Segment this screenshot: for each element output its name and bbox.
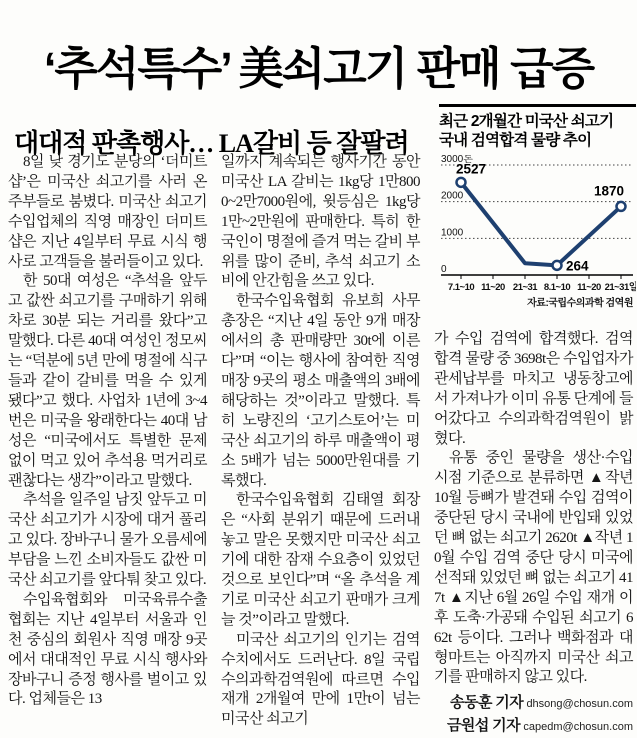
reporter-name: 송동훈 기자 [449,695,524,712]
x-tick-label: 8.1~10 [543,282,571,293]
chart-title-line2: 국내 검역합격 물량 추이 [439,132,592,149]
article-paragraph: 수입육협회와 미국육류수출협회는 지난 4일부터 서울과 인천 중심의 회원사 직영 매장 9곳에서 대대적인 무료 시식 행사와 장바구니 증정 행사를 벌이고 있다. 업체들은 13 [8,591,207,708]
data-point-marker [457,178,466,187]
article-paragraph: 유통 중인 물량을 생산·수입 시점 기준으로 분류하면 ▲작년 10월 등뼈가 발견돼 수입 검역이 중단된 당시 국내에 반입돼 있었던 뼈 없는 쇠고기 2620t ▲작년 10월 수입 검역 중단 당시 미국에 선적돼 있었던 뼈 없는 쇠고기 417t ▲지난 6월 26일 수입 재개 이후 도축·가공돼 수입된 쇠고기 662t 등이다. 그러나 백화점과 대형마트는 아직까지 미국산 쇠고기를 판매하지 않고 있다. [434,450,633,686]
article-paragraph: 8일 낮 경기도 분당의 ‘더미트샵’은 미국산 쇠고기를 사러 온 주부들로 붐볐다. 미국산 쇠고기 수입업체의 직영 매장인 더미트샵은 지난 4일부터 무료 시식 행사로 고객들을 불러들이고 있다. [8,154,207,270]
headline: ‘추석특수’ 美쇠고기 판매 급증 [43,43,594,95]
y-axis-label: 1000 [441,227,464,239]
bylines [434,692,633,738]
quarantine-chart-panel [439,104,636,316]
byline [434,692,633,715]
article-paragraph: 추석을 일주일 남짓 앞두고 미국산 쇠고기가 시장에 대거 풀리고 있다. 장바구니 물가 오름세에 부담을 느낀 소비자들도 값싼 미국산 쇠고기를 앞다퉈 찾고 있다. [8,492,207,589]
article-column-3 [434,330,633,738]
data-point-label: 2527 [455,161,487,177]
article-paragraph: 한국수입육협회 유보희 사무총장은 “지난 4일 동안 9개 매장에서의 총 판매량만 30t에 이른다”며 “이는 행사에 참여한 직영 매장 9곳의 평소 매출액의 3배에 해당하는 것”이라고 말했다. 특히 노량진의 ‘고기스토어’는 미국산 쇠고기의 하루 매출액이 평소 5배가 넘는 5000만원대를 기록했다. [221,293,420,489]
article-column-2 [221,153,420,730]
reporter-email: dhsong@chosun.com [526,698,633,711]
x-tick-label: 21~31일 [604,282,636,293]
byline [434,715,633,738]
article-column-1 [8,153,207,710]
y-axis-label: 0 [441,264,447,275]
reporter-email: capedm@chosun.com [523,721,633,734]
quarantine-chart-svg [439,155,636,311]
article-paragraph: 미국산 쇠고기의 인기는 검역 수치에서도 드러난다. 8일 국립수의과학검역원에 따르면 수입 재개 2개월여 만에 1만t이 넘는 미국산 쇠고기 [221,631,420,728]
subheadline: 대대적 판촉행사… LA갈비 등 잘팔려 [14,128,409,158]
article-paragraph: 한국수입육협회 김태열 회장은 “사회 분위기 때문에 드러내놓고 말은 못했지만 미국산 쇠고기에 대한 잠재 수요층이 있었던 것으로 보인다”며 “올 추석을 계기로 미국산 쇠고기 판매가 크게 늘 것”이라고 말했다. [221,492,420,628]
data-point-marker [553,261,562,270]
reporter-name: 금원섭 기자 [446,718,521,735]
x-tick-label: 21~31 [512,282,538,293]
y-axis-label: 2000 [441,190,464,202]
x-tick-label: 11~20 [481,282,505,293]
article-paragraph: 일까지 계속되는 행사기간 동안 미국산 LA 갈비는 1kg당 1만8000~2만7000원에, 윗등심은 1kg당 1만~2만원에 판매한다. 특히 한국인이 명절에 즐겨 먹는 갈비 부위를 많이 준비, 추석 쇠고기 소비에 안간힘을 쓰고 있다. [221,154,420,290]
x-tick-label: 11~20 [577,282,601,293]
y-axis-label: 3000톤 [441,155,473,165]
article-paragraph: 가 수입 검역에 합격했다. 검역 합격 물량 중 3698t은 수입업자가 관세납부를 마치고 냉동창고에서 가져나가 이미 유통 단계에 들어갔다고 수의과학검역원이 밝혔다. [434,331,633,447]
data-point-marker [617,202,626,211]
data-point-label: 264 [566,258,589,274]
article-paragraph: 한 50대 여성은 “추석을 앞두고 값싼 쇠고기를 구매하기 위해 차로 30분 되는 거리를 왔다”고 말했다. 다른 40대 여성인 정모씨는 “덕분에 5년 만에 명절에 식구들과 같이 갈비를 먹을 수 있게 됐다”고 했다. 사업차 1년에 3~4번은 미국을 왕래한다는 40대 남성은 “미국에서도 특별한 문제 없이 먹고 있어 추석용 먹거리로 괜찮다는 생각”이라고 말했다. [8,273,207,489]
chart-title-line1: 최근 2개월간 미국산 쇠고기 [439,113,614,130]
chart-title [439,112,636,150]
chart-source: 자료:국립수의과학 검역원 [527,298,633,309]
chart-area [439,155,636,316]
x-tick-label: 7.1~10 [447,282,475,293]
data-point-label: 1870 [593,183,625,199]
